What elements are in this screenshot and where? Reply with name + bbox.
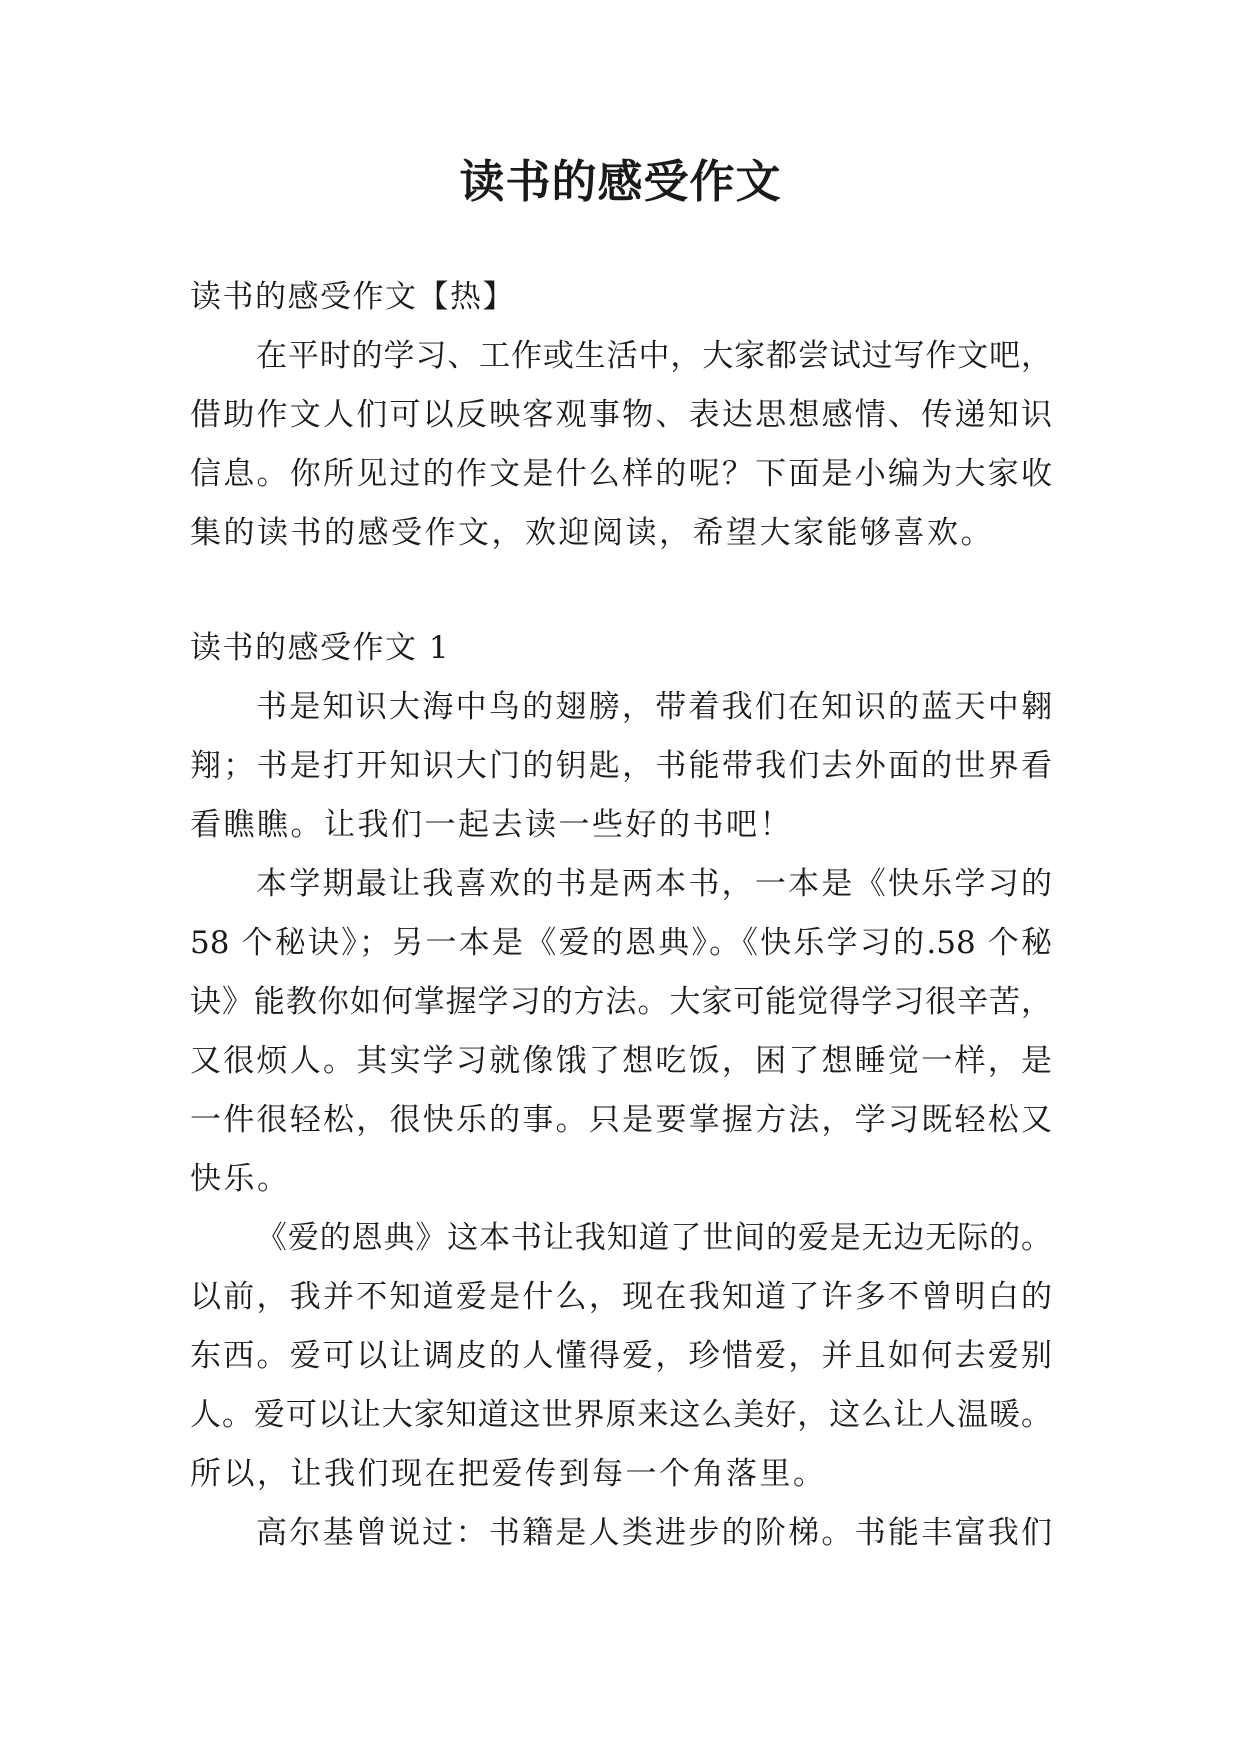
document-title: 读书的感受作文 [459,155,782,208]
intro-paragraph [190,327,1052,563]
paragraph-line: 58 个秘诀》；另一本是《爱的恩典》。《快乐学习的.58 个秘 [190,925,1052,961]
paragraph-line: 翔；书是打开知识大门的钥匙，书能带我们去外面的世界看 [190,748,1052,784]
paragraph-line: 在平时的学习、工作或生活中，大家都尝试过写作文吧， [256,338,1052,374]
paragraph-line: 一件很轻松，很快乐的事。只是要掌握方法，学习既轻松又 [190,1102,1052,1138]
section1-heading: 读书的感受作文 1 [190,630,451,666]
paragraph-line: 高尔基曾说过：书籍是人类进步的阶梯。书能丰富我们 [256,1515,1052,1551]
paragraph-line: 书是知识大海中鸟的翅膀，带着我们在知识的蓝天中翱 [256,689,1052,725]
paragraph-line: 集的读书的感受作文，欢迎阅读，希望大家能够喜欢。 [190,515,994,551]
paragraph-line: 诀》能教你如何掌握学习的方法。大家可能觉得学习很辛苦， [190,984,1052,1020]
paragraph-3 [190,1209,1052,1504]
paragraph-2 [190,855,1052,1209]
paragraph-line: 《爱的恩典》这本书让我知道了世间的爱是无边无际的。 [256,1220,1052,1256]
paragraph-line: 东西。爱可以让调皮的人懂得爱，珍惜爱，并且如何去爱别 [190,1338,1052,1374]
paragraph-line: 本学期最让我喜欢的书是两本书，一本是《快乐学习的 [256,866,1052,902]
paragraph-line: 借助作文人们可以反映客观事物、表达思想感情、传递知识 [190,397,1052,433]
paragraph-line: 又很烦人。其实学习就像饿了想吃饭，困了想睡觉一样，是 [190,1043,1052,1079]
paragraph-line: 看瞧瞧。让我们一起去读一些好的书吧！ [190,807,793,843]
paragraph-1 [190,678,1052,855]
paragraph-line: 所以，让我们现在把爱传到每一个角落里。 [190,1456,827,1492]
paragraph-line: 快乐。 [190,1161,291,1197]
paragraph-4 [190,1504,1052,1563]
section-gap [190,563,1052,619]
document-body [190,268,1052,1563]
paragraph-line: 人。爱可以让大家知道这世界原来这么美好，这么让人温暖。 [190,1397,1052,1433]
intro-heading: 读书的感受作文【热】 [190,279,515,315]
paragraph-line: 信息。你所见过的作文是什么样的呢？下面是小编为大家收 [190,456,1052,492]
paragraph-line: 以前，我并不知道爱是什么，现在我知道了许多不曾明白的 [190,1279,1052,1315]
